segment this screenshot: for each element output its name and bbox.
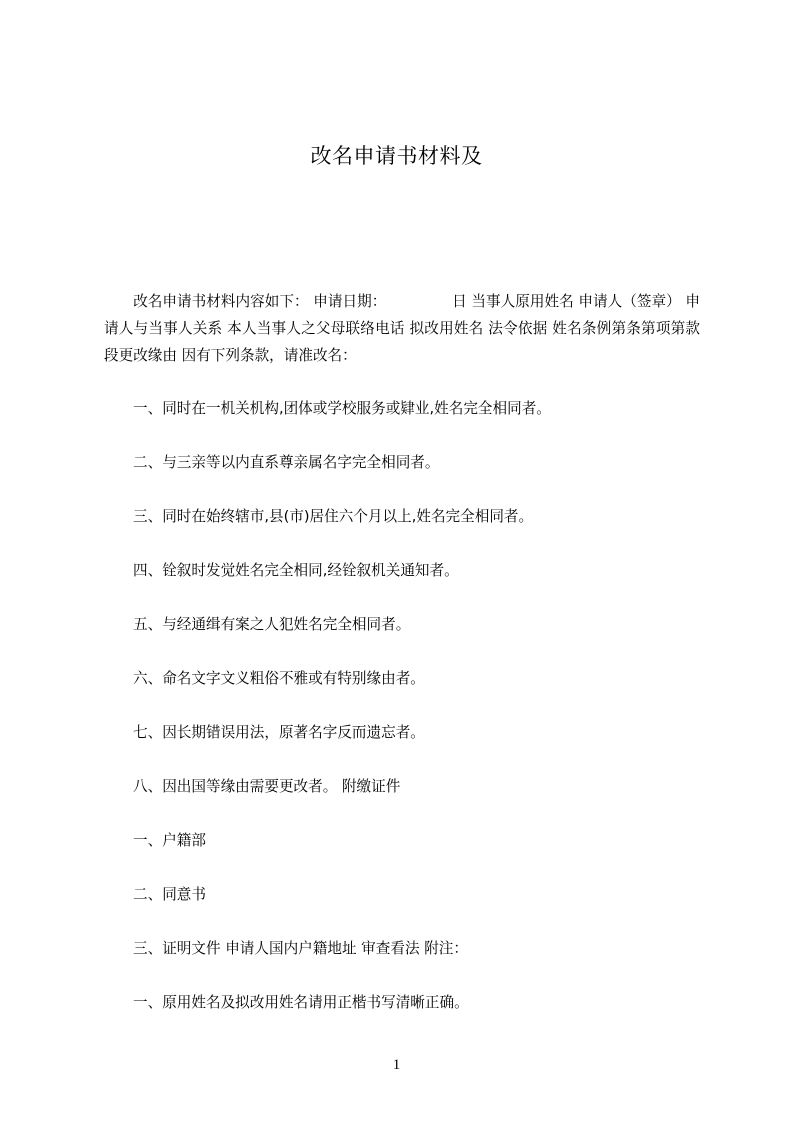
clause-line-3: 三、同时在始终辖市,县(市)居住六个月以上,姓名完全相同者。 xyxy=(133,508,534,525)
page-number: 1 xyxy=(392,1057,401,1073)
document-title: 改名申请书材料及 xyxy=(310,144,483,168)
clause-line-7: 七、因长期错误用法，原著名字反而遗忘者。 xyxy=(133,724,425,741)
clause-line-2: 二、与三亲等以内直系尊亲属名字完全相同者。 xyxy=(133,454,440,471)
attachment-line-1: 一、户籍部 xyxy=(133,832,206,849)
clause-line-8: 八、因出国等缘由需要更改者。 附缴证件 xyxy=(133,778,401,795)
clause-line-6: 六、命名文字文义粗俗不雅或有特别缘由者。 xyxy=(133,670,425,687)
note-line-1: 一、原用姓名及拟改用姓名请用正楷书写清晰正确。 xyxy=(133,994,469,1011)
attachment-line-2: 二、同意书 xyxy=(133,886,206,903)
clause-line-1: 一、同时在一机关机构,团体或学校服务或肄业,姓名完全相同者。 xyxy=(133,400,551,417)
intro-paragraph: 改名申请书材料内容如下： 申请日期： 日 当事人原用姓名 申请人（签章） 申请人与当事人关系 本人当事人之父母联络电话 拟改用姓名 法令依据 姓名条例第条第项第款段更改缘由 因有下列条款，请准改名： xyxy=(104,293,700,364)
attachment-line-3: 三、证明文件 申请人国内户籍地址 审查看法 附注： xyxy=(133,940,468,957)
clause-line-5: 五、与经通缉有案之人犯姓名完全相同者。 xyxy=(133,616,411,633)
clause-line-4: 四、铨叙时发觉姓名完全相同,经铨叙机关通知者。 xyxy=(133,562,459,579)
